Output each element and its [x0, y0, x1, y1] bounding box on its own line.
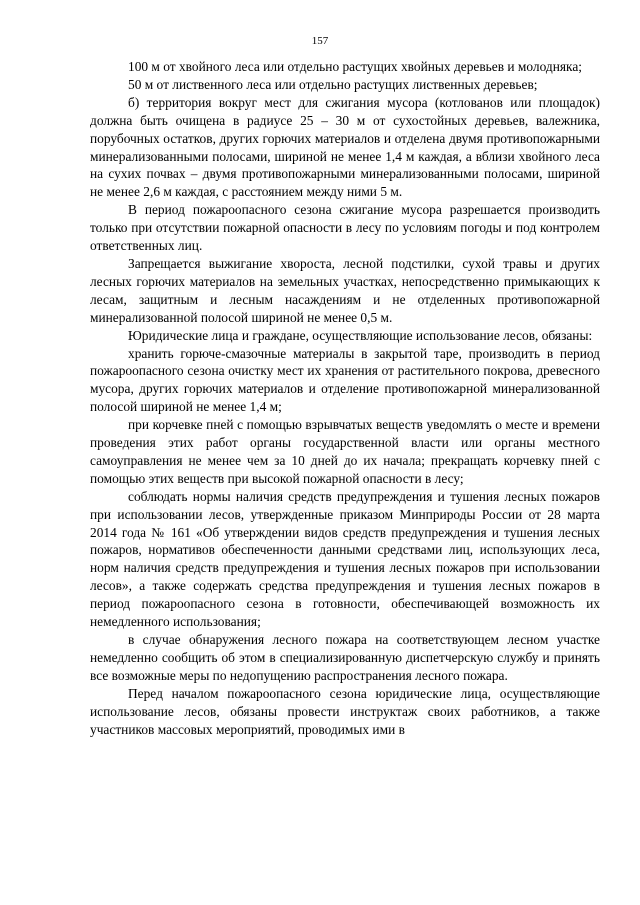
paragraph-4: В период пожароопасного сезона сжигание мусора разрешается производить только при отсутствии пожарной опасности в лесу по условиям погоды и под контролем ответственных лиц. [90, 202, 600, 254]
paragraph-2: 50 м от лиственного леса или отдельно растущих лиственных деревьев; [128, 76, 538, 92]
document-body [90, 58, 600, 738]
paragraph-3: б) территория вокруг мест для сжигания мусора (котлованов или площадок) должна быть очищена в радиусе 25 – 30 м от сухостойных деревьев, валежника, порубочных остатков, других горючих материалов и отделена двумя противопожарными минерализованными полосами, шириной не менее 1,4 м каждая, а вблизи хвойного леса на сухих почвах – двумя противопожарными минерализованными полосами, шириной не менее 2,6 м каждая, с расстоянием между ними 5 м. [90, 94, 600, 200]
paragraph-7: хранить горюче-смазочные материалы в закрытой таре, производить в период пожароопасного сезона очистку мест их хранения от растительного покрова, древесного мусора, других горючих материалов и отделение противопожарной минерализованной полосой шириной не менее 1,4 м; [90, 345, 600, 415]
paragraph-10: в случае обнаружения лесного пожара на соответствующем лесном участке немедленно сообщить об этом в специализированную диспетчерскую службу и принять все возможные меры по недопущению распространения лесного пожара. [90, 632, 600, 683]
paragraph-8: при корчевке пней с помощью взрывчатых веществ уведомлять о месте и времени проведения этих работ органы государственной власти или органы местного самоуправления не менее чем за 10 дней до их начала; прекращать корчевку пней с помощью этих веществ при высокой пожарной опасности в лесу; [90, 417, 600, 486]
paragraph-9: соблюдать нормы наличия средств предупреждения и тушения лесных пожаров при использовании лесов, утвержденные приказом Минприроды России от 28 марта 2014 года № 161 «Об утверждении видов средств предупреждения и тушения лесных пожаров, нормативов обеспеченности данными средствами лиц, использующих леса, норм наличия средств предупреждения и тушения лесных пожаров при использовании лесов», а также содержать средства предупреждения и тушения лесных пожаров в период пожароопасного сезона в готовности, обеспечивающей возможность их немедленного использования; [90, 488, 600, 630]
paragraph-5: Запрещается выжигание хвороста, лесной подстилки, сухой травы и других лесных горючих материалов на земельных участках, непосредственно примыкающих к лесам, защитным и лесным насаждениям и не отделенных противопожарной минерализованной полосой шириной не менее 0,5 м. [90, 255, 600, 325]
paragraph-1: 100 м от хвойного леса или отдельно растущих хвойных деревьев и молодняка; [128, 59, 582, 74]
paragraph-6: Юридические лица и граждане, осуществляющие использование лесов, обязаны: [128, 327, 593, 343]
page-number: 157 [311, 35, 329, 47]
paragraph-11: Перед началом пожароопасного сезона юридические лица, осуществляющие использование лесов, обязаны провести инструктаж своих работников, а также участников массовых мероприятий, проводимых ими в [90, 685, 600, 737]
